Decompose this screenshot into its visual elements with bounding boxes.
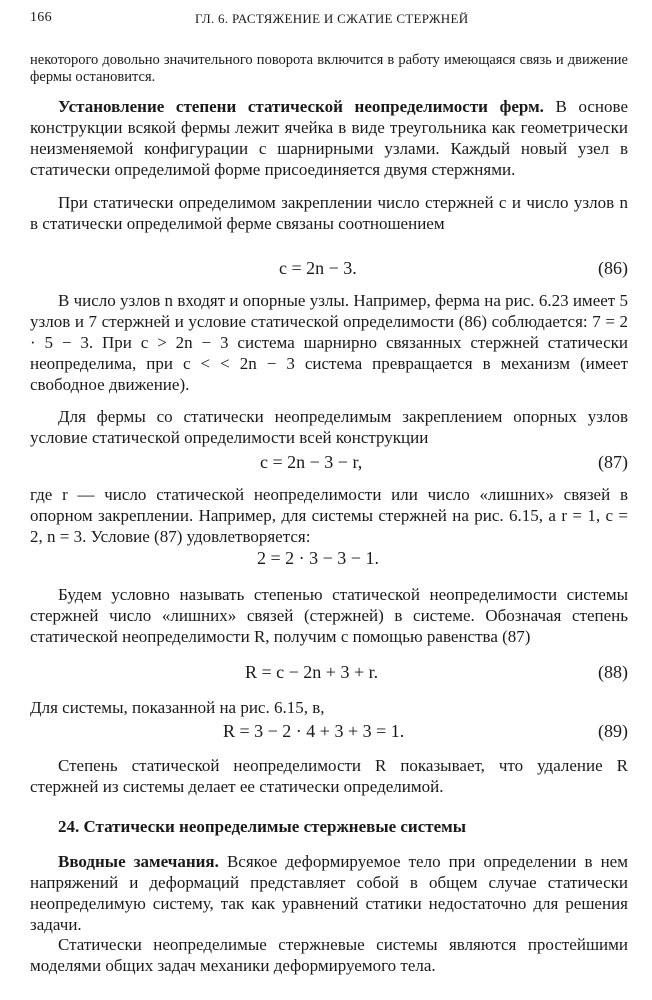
equation-formula: 2 = 2 · 3 − 3 − 1. bbox=[257, 548, 379, 568]
paragraph-heading: Вводные замечания. bbox=[58, 852, 219, 871]
page-number: 166 bbox=[30, 10, 52, 25]
paragraph-truss-indeterminacy bbox=[30, 96, 628, 180]
paragraph-determinate-fixing: При статически определимом закреплении число стержней c и число узлов n в статически определимой ферме связаны соотношением bbox=[30, 193, 628, 233]
paragraph-simplest-models: Статически неопределимые стержневые системы являются простейшими моделями общих задач механики деформируемого тела. bbox=[30, 935, 628, 975]
equation-number: (88) bbox=[598, 662, 628, 682]
paragraph-degree-meaning: Степень статической неопределимости R показывает, что удаление R стержней из системы делает ее статически определимой. bbox=[30, 756, 628, 796]
intro-paragraph: некоторого довольно значительного поворота включится в работу имеющаяся связь и движение фермы остановится. bbox=[30, 52, 628, 85]
equation-89 bbox=[30, 721, 628, 745]
equation-86 bbox=[30, 258, 628, 282]
equation-88 bbox=[30, 662, 628, 686]
paragraph-heading: Установление степени статической неопределимости ферм. bbox=[58, 97, 544, 116]
paragraph-text: В основе конструкции всякой фермы лежит ячейка в виде треугольника как геометрически неизменяемой конфигурации с шарнирными узлами. Каждый новый узел в статически определимой форме присоединяется двумя стержнями. bbox=[30, 97, 628, 179]
paragraph-introductory-remarks bbox=[30, 851, 628, 935]
equation-number: (87) bbox=[598, 452, 628, 472]
section-title: 24. Статически неопределимые стержневые системы bbox=[58, 817, 467, 836]
equation-formula: R = c − 2n + 3 + r. bbox=[245, 662, 379, 682]
page-header bbox=[30, 10, 628, 32]
paragraph-indeterminate-fixing: Для фермы со статически неопределимым закреплением опорных узлов условие статической определимости всей конструкции bbox=[30, 407, 628, 447]
equation-87 bbox=[30, 452, 628, 476]
paragraph-redundant-links: где r — число статической неопределимости или число «лишних» связей в опорном закреплении. Например, для системы стержней на рис. 6.15, а r = 1, c = 2, n = 3. Условие (87) удовлетворяется: bbox=[30, 485, 628, 546]
equation-formula: c = 2n − 3. bbox=[279, 258, 357, 278]
equation-formula: R = 3 − 2 · 4 + 3 + 3 = 1. bbox=[223, 721, 405, 741]
running-title: ГЛ. 6. РАСТЯЖЕНИЕ И СЖАТИЕ СТЕРЖНЕЙ bbox=[195, 11, 469, 26]
equation-formula: c = 2n − 3 − r, bbox=[260, 452, 363, 472]
paragraph-degree-definition: Будем условно называть степенью статической неопределимости системы стержней число «лишних» связей (стержней) в системе. Обозначая степень статической неопределимости R, получим с помощью равенства (87) bbox=[30, 585, 628, 646]
paragraph-system-example: Для системы, показанной на рис. 6.15, в, bbox=[30, 698, 325, 717]
equation-number: (86) bbox=[598, 258, 628, 278]
paragraph-text: Всякое деформируемое тело при определении в нем напряжений и деформаций представляет собой в общем случае статически неопределимую систему, так как уравнений статики недостаточно для решения задачи. bbox=[30, 852, 628, 934]
equation-check bbox=[30, 548, 628, 572]
equation-number: (89) bbox=[598, 721, 628, 741]
paragraph-node-count: В число узлов n входят и опорные узлы. Например, ферма на рис. 6.23 имеет 5 узлов и 7 стержней и условие статической определимости (86) соблюдается: 7 = 2 · 5 − 3. При c > 2n − 3 система шарнирно связанных стержней статически неопределима, при c < < 2n − 3 система превращается в механизм (имеет свободное движение). bbox=[30, 291, 628, 394]
